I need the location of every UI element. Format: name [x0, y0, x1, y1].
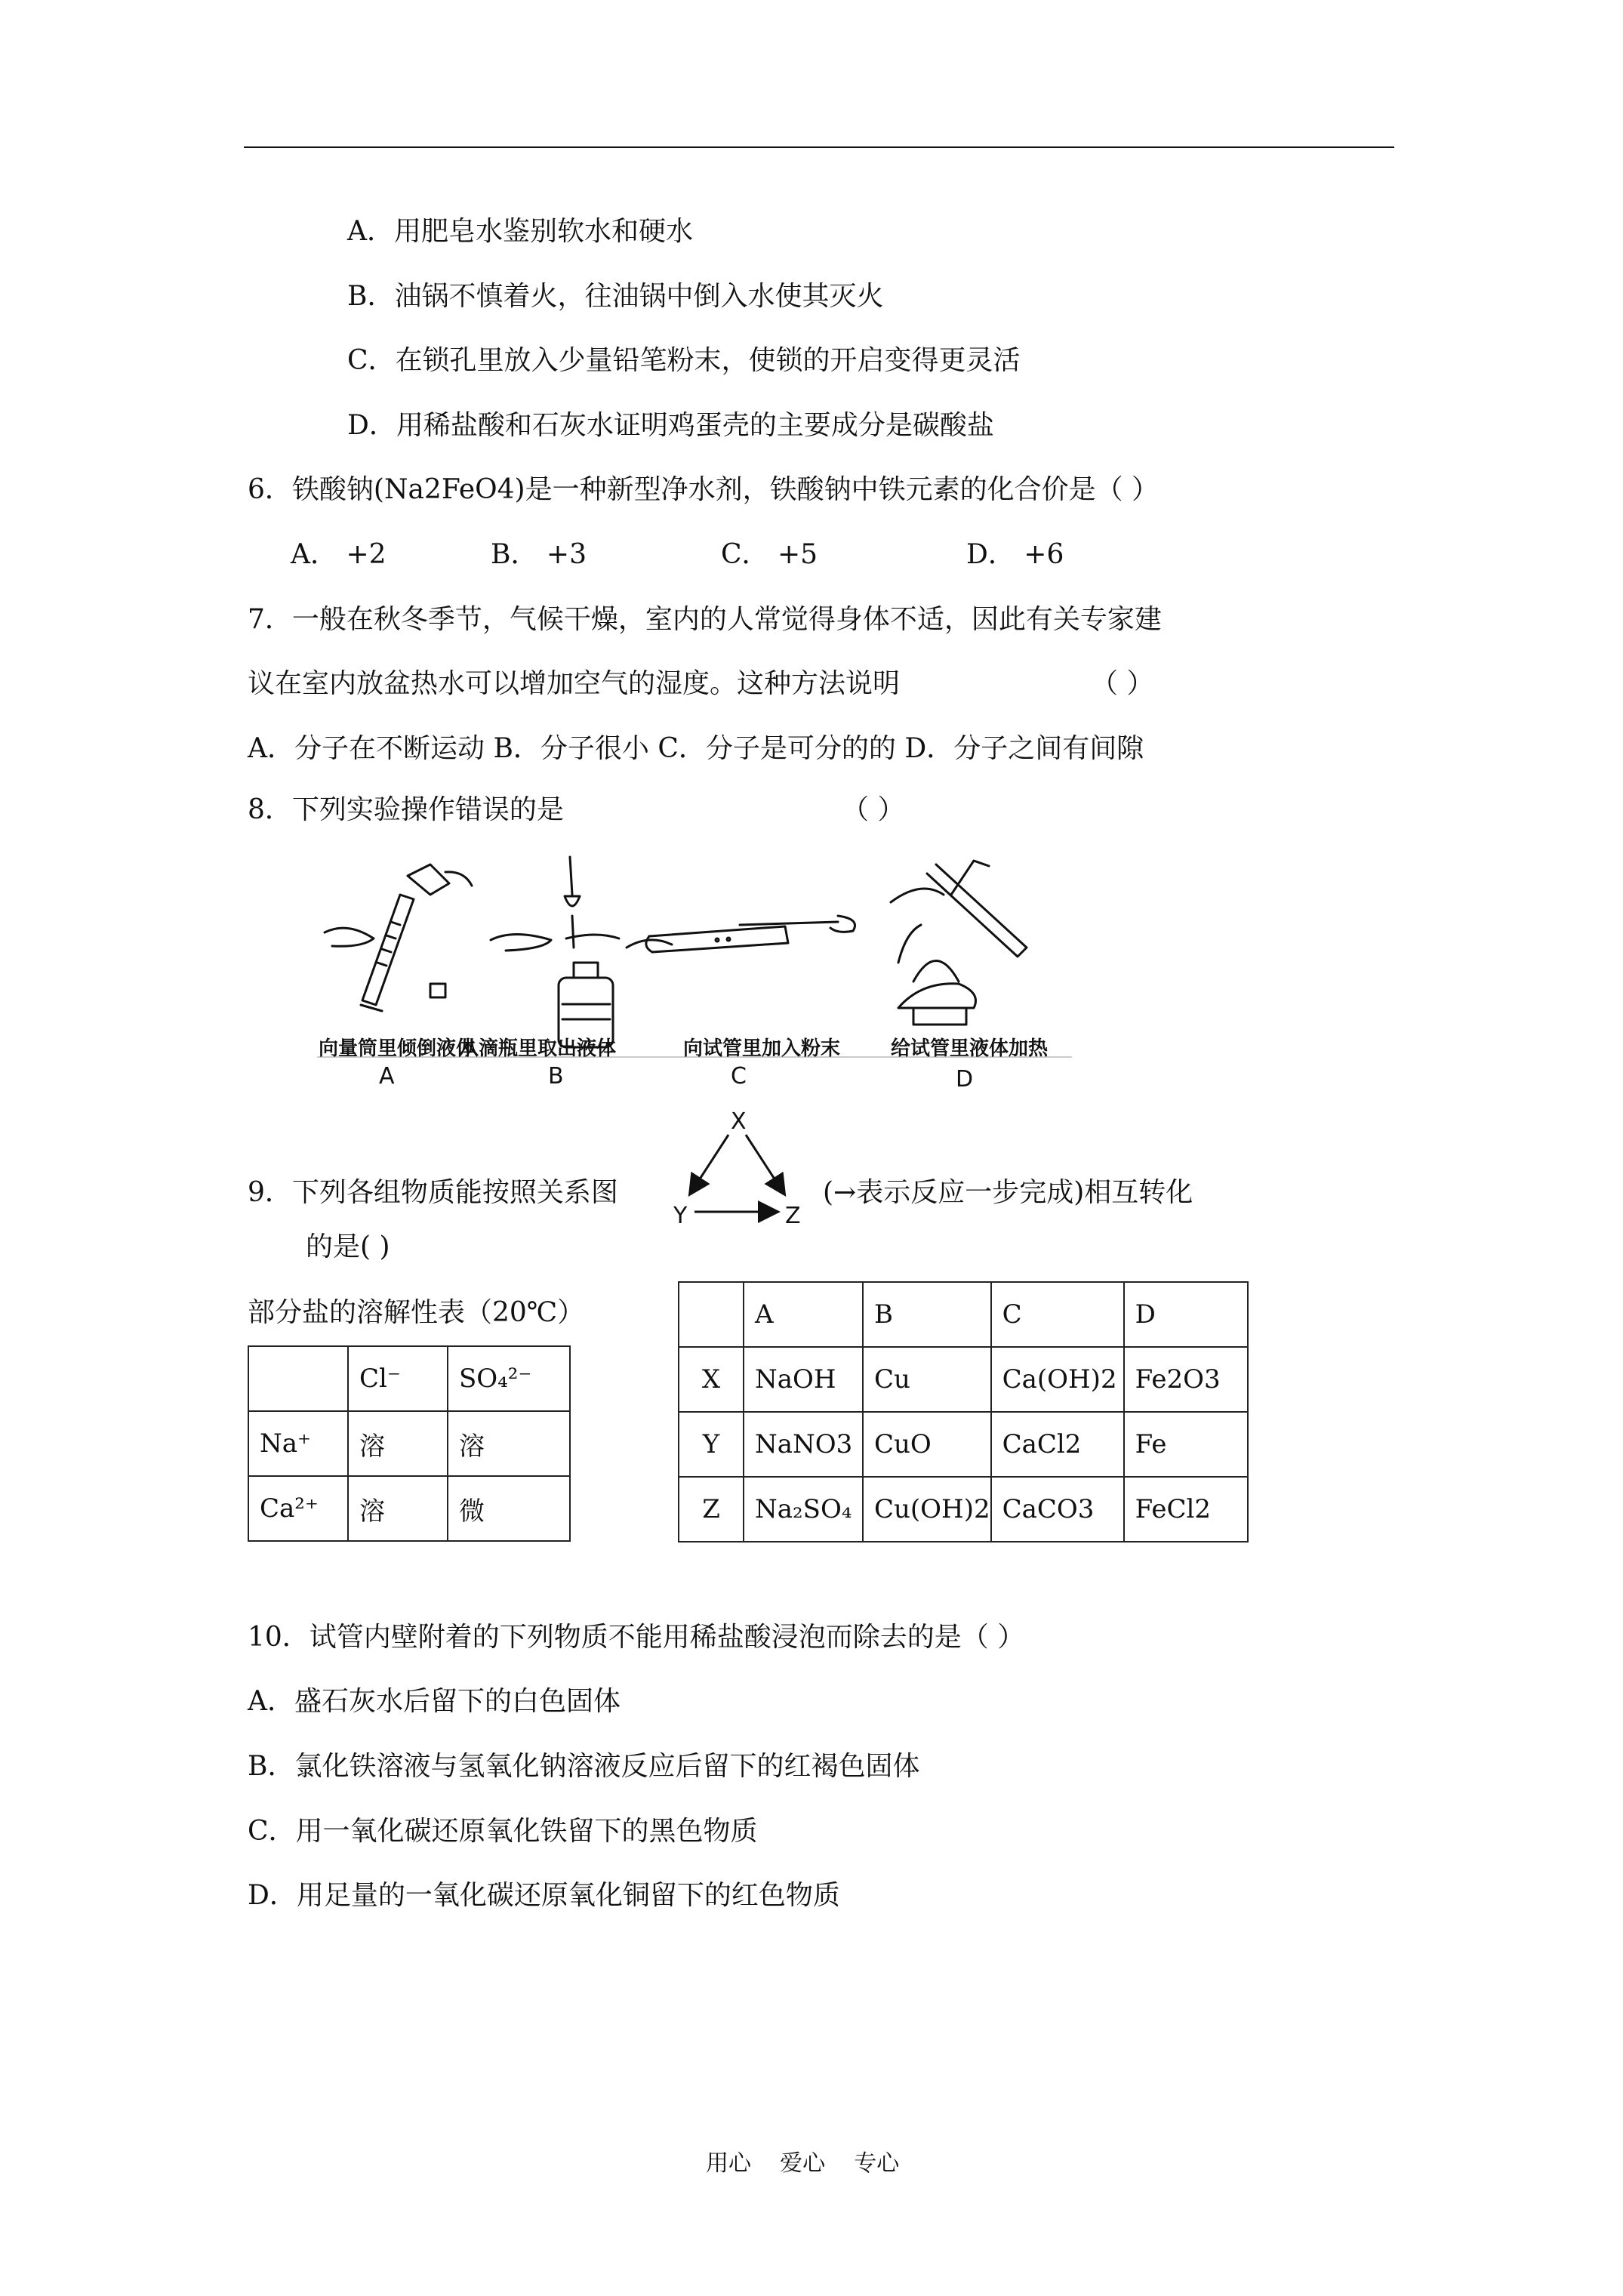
table-cell: FeCl2	[1124, 1477, 1248, 1542]
header-rule	[244, 146, 1394, 148]
q8-caption-a: 向量筒里倾倒液体	[319, 1037, 476, 1060]
q9-stem-line2: 的是( )	[306, 1231, 390, 1262]
table-cell: 微	[448, 1476, 570, 1541]
table-cell: Fe	[1124, 1412, 1248, 1477]
table-cell: 溶	[448, 1411, 570, 1476]
node-y: Y	[673, 1203, 688, 1229]
q8-letter-a: A	[379, 1063, 395, 1089]
table-cell: A	[744, 1282, 863, 1347]
q8-letter-b: B	[548, 1063, 564, 1089]
heating-test-tube-icon	[891, 861, 1027, 1025]
table-row	[679, 1412, 1248, 1477]
table-cell: D	[1124, 1282, 1248, 1347]
q10-stem: 10．试管内壁附着的下列物质不能用稀盐酸浸泡而除去的是（ ）	[248, 1622, 1025, 1653]
table-row	[679, 1347, 1248, 1412]
table-cell: 溶	[348, 1476, 448, 1541]
q7-stem-line1: 7．一般在秋冬季节，气候干燥，室内的人常觉得身体不适，因此有关专家建	[248, 604, 1162, 635]
choices-table	[678, 1281, 1249, 1542]
table-cell: B	[863, 1282, 991, 1347]
solubility-title: 部分盐的溶解性表（20℃）	[248, 1297, 585, 1328]
table-cell	[679, 1282, 744, 1347]
test-tube-powder-icon	[627, 916, 855, 952]
q8-bracket: （ ）	[842, 794, 905, 825]
table-cell: Fe2O3	[1124, 1347, 1248, 1412]
table-cell: 溶	[348, 1411, 448, 1476]
table-cell: SO₄²⁻	[448, 1346, 570, 1411]
q8-letter-d: D	[956, 1066, 974, 1093]
q10-option-a: A．盛石灰水后留下的白色固体	[248, 1686, 621, 1717]
table-cell: Na⁺	[248, 1411, 348, 1476]
node-x: X	[731, 1108, 747, 1135]
q6-stem: 6．铁酸钠(Na2FeO4)是一种新型净水剂，铁酸钠中铁元素的化合价是（ ）	[248, 474, 1160, 505]
page-footer: 用心 爱心 专心	[706, 2150, 900, 2177]
q7-bracket: （ ）	[1091, 668, 1154, 699]
q6-option-c: C． +5	[721, 539, 818, 570]
q9-stem-end: (→表示反应一步完成)相互转化	[823, 1177, 1193, 1208]
q7-options: A．分子在不断运动 B．分子很小 C．分子是可分的的 D．分子之间有间隙	[248, 733, 1144, 764]
table-cell: CaCO3	[991, 1477, 1124, 1542]
table-row	[248, 1346, 570, 1411]
q8-caption-c: 向试管里加入粉末	[683, 1037, 841, 1060]
table-row	[248, 1476, 570, 1541]
q8-caption-d: 给试管里液体加热	[891, 1037, 1049, 1060]
table-cell: Ca(OH)2	[991, 1347, 1124, 1412]
q5-option-a: A．用肥皂水鉴别软水和硬水	[347, 216, 693, 247]
graduated-cylinder-icon	[325, 864, 472, 1011]
table-cell: Y	[679, 1412, 744, 1477]
dropper-bottle-icon	[491, 857, 619, 1047]
table-cell: Na₂SO₄	[744, 1477, 863, 1542]
table-cell: NaOH	[744, 1347, 863, 1412]
q8-stem: 8．下列实验操作错误的是	[248, 794, 564, 825]
q6-option-b: B． +3	[491, 539, 587, 570]
table-cell: Ca²⁺	[248, 1476, 348, 1541]
table-cell: Cu	[863, 1347, 991, 1412]
q7-stem-line2: 议在室内放盆热水可以增加空气的湿度。这种方法说明	[248, 668, 901, 699]
table-row	[248, 1411, 570, 1476]
q5-option-c: C．在锁孔里放入少量铅笔粉末，使锁的开启变得更灵活	[347, 345, 1021, 376]
table-cell: CuO	[863, 1412, 991, 1477]
table-row	[679, 1282, 1248, 1347]
q5-option-d: D．用稀盐酸和石灰水证明鸡蛋壳的主要成分是碳酸盐	[347, 410, 994, 441]
table-cell: CaCl2	[991, 1412, 1124, 1477]
q10-option-d: D．用足量的一氧化碳还原氧化铜留下的红色物质	[248, 1880, 840, 1911]
q6-option-d: D． +6	[966, 539, 1064, 570]
table-cell: Cu(OH)2	[863, 1477, 991, 1542]
node-z: Z	[785, 1203, 801, 1229]
table-cell: C	[991, 1282, 1124, 1347]
q6-option-a: A． +2	[291, 539, 387, 570]
table-row	[679, 1477, 1248, 1542]
q9-relation-diagram	[664, 1099, 808, 1234]
q9-stem-start: 9．下列各组物质能按照关系图	[248, 1177, 618, 1208]
solubility-table	[248, 1345, 571, 1542]
q5-option-b: B．油锅不慎着火，往油锅中倒入水使其灭火	[347, 281, 884, 312]
q10-option-c: C．用一氧化碳还原氧化铁留下的黑色物质	[248, 1816, 758, 1847]
table-cell: NaNO3	[744, 1412, 863, 1477]
q8-letter-c: C	[731, 1063, 747, 1089]
table-cell	[248, 1346, 348, 1411]
q10-option-b: B．氯化铁溶液与氢氧化钠溶液反应后留下的红褐色固体	[248, 1751, 920, 1782]
table-cell: Cl⁻	[348, 1346, 448, 1411]
q8-caption-b: 从滴瓶里取出液体	[459, 1037, 617, 1060]
table-cell: X	[679, 1347, 744, 1412]
table-cell: Z	[679, 1477, 744, 1542]
